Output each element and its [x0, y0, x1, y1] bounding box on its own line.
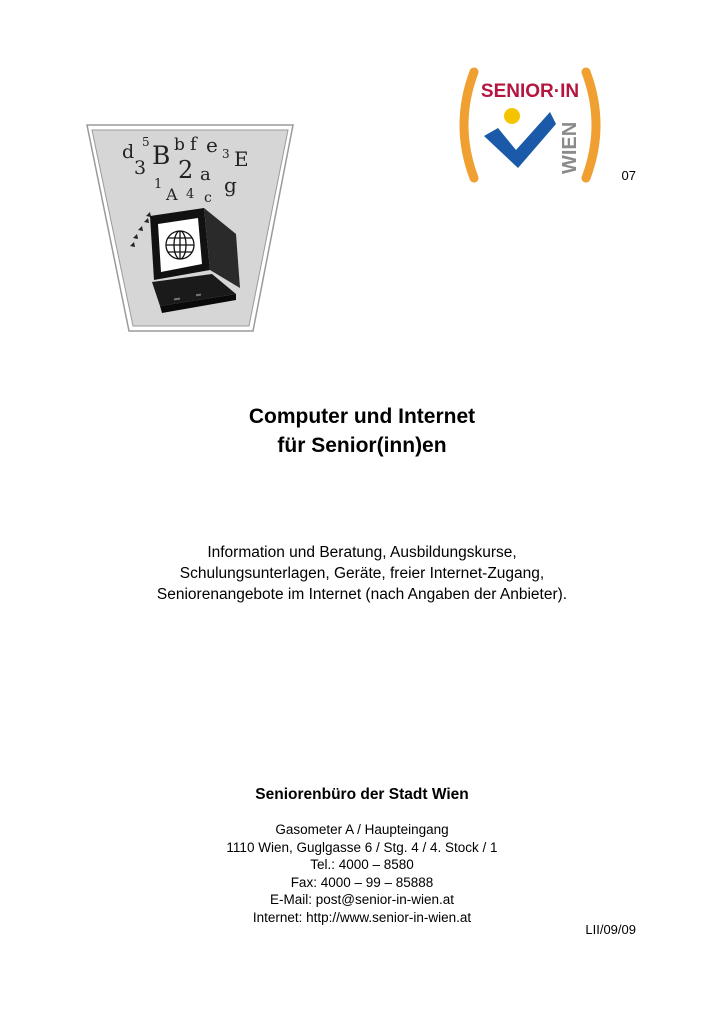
logo-text-side: WIEN	[559, 121, 581, 174]
svg-text:3: 3	[222, 147, 230, 161]
svg-text:e: e	[206, 133, 218, 157]
svg-text:d: d	[122, 141, 135, 163]
page-title	[0, 402, 724, 460]
svg-text:4: 4	[186, 187, 195, 202]
intro-line-2: Schulungsunterlagen, Geräte, freier Internet-Zugang,	[179, 565, 545, 582]
logo-text-top: SENIOR·IN	[480, 81, 580, 102]
intro-line-1: Information und Beratung, Ausbildungskurse,	[207, 544, 517, 561]
senior-in-wien-logo	[452, 66, 608, 184]
svg-text:a: a	[200, 164, 211, 185]
svg-text:5: 5	[142, 135, 150, 149]
email-line: E-Mail: post@senior-in-wien.at	[269, 892, 455, 907]
page-title-line-2: für Senior(inn)en	[277, 434, 447, 457]
document-reference: LII/09/09	[585, 922, 636, 937]
address-line-1: Gasometer A / Haupteingang	[275, 822, 449, 837]
svg-text:b: b	[174, 135, 185, 155]
organization-name: Seniorenbüro der Stadt Wien	[255, 786, 469, 803]
svg-text:E: E	[234, 147, 249, 171]
svg-text:1: 1	[154, 177, 163, 192]
svg-text:c: c	[204, 190, 212, 206]
svg-text:2: 2	[178, 156, 194, 184]
computer-globe-letters-illustration	[86, 124, 294, 332]
svg-text:f: f	[190, 134, 197, 155]
address-line-2: 1110 Wien, Guglgasse 6 / Stg. 4 / 4. Stock / 1	[226, 839, 498, 855]
intro-line-3: Seniorenangebote im Internet (nach Angaben der Anbieter).	[156, 586, 568, 603]
page-title-line-1: Computer und Internet	[248, 405, 476, 428]
contact-block	[0, 821, 724, 926]
internet-line: Internet: http://www.senior-in-wien.at	[252, 909, 472, 925]
svg-text:g: g	[224, 173, 237, 197]
fax-line: Fax: 4000 – 99 – 85888	[290, 874, 434, 890]
svg-text:A: A	[166, 185, 178, 204]
svg-text:3: 3	[134, 157, 147, 179]
phone-line: Tel.: 4000 – 8580	[310, 857, 414, 872]
document-number: 07	[621, 168, 636, 183]
intro-paragraph	[0, 542, 724, 605]
svg-text:B: B	[152, 141, 171, 170]
